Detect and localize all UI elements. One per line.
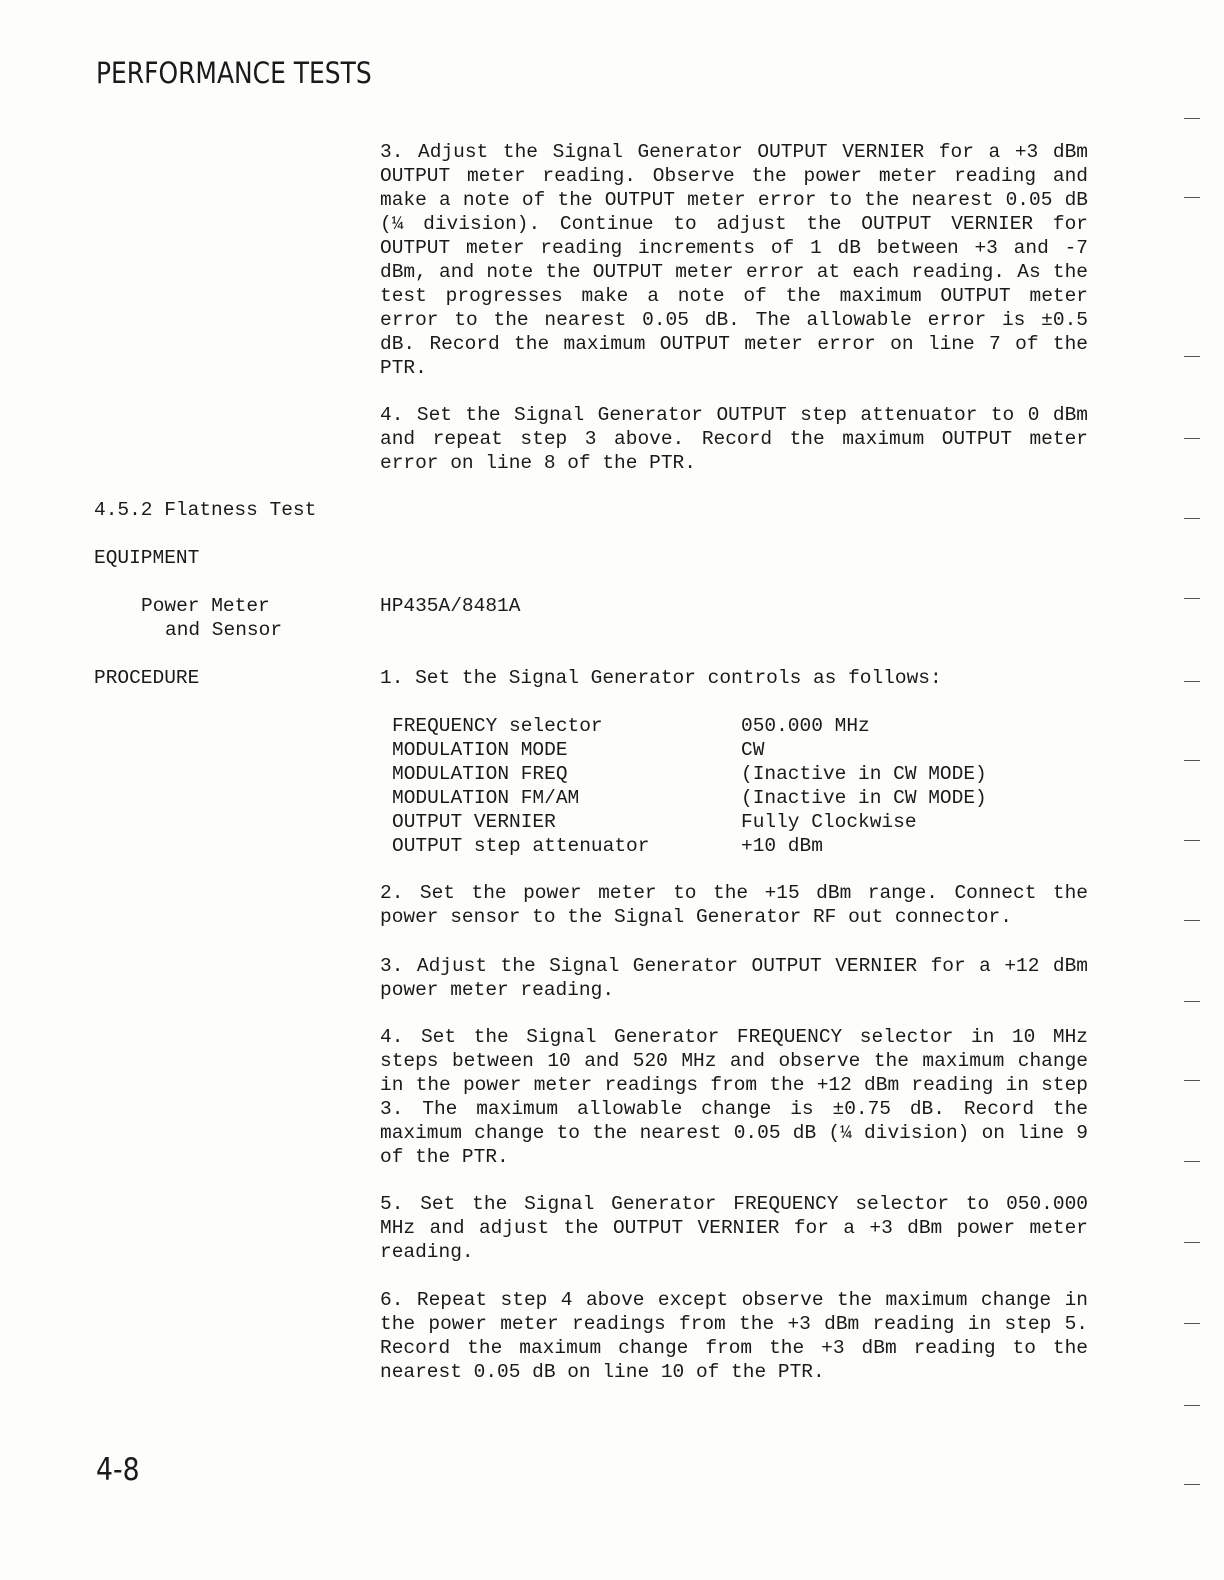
page-header: PERFORMANCE TESTS [96, 56, 372, 90]
top-step-4: 4. Set the Signal Generator OUTPUT step attenuator to 0 dBm and repeat step 3 above. Record the maximum OUTPUT meter error on line 8 of the PTR. [380, 404, 1088, 474]
setting-control: MODULATION FM/AM [392, 787, 580, 809]
margin-mark [1184, 1405, 1200, 1406]
equipment-item-line2: and Sensor [165, 619, 283, 641]
margin-mark [1184, 356, 1200, 357]
setting-value: (Inactive in CW MODE) [741, 787, 987, 809]
margin-mark [1184, 1001, 1200, 1002]
top-step-3: 3. Adjust the Signal Generator OUTPUT VERNIER for a +3 dBm OUTPUT meter reading. Observe the power meter reading and make a note of the OUTPUT meter error to the nearest 0.05 dB (¼ division). Continue to adjust the OUTPUT VERNIER for OUTPUT meter reading increments of 1 dB between +3 and -7 dBm, and note the OUTPUT meter error at each reading. As the test progresses make a note of the maximum OUTPUT meter error to the nearest 0.05 dB. The allowable error is ±0.5 dB. Record the maximum OUTPUT meter error on line 7 of the PTR. [380, 141, 1088, 379]
procedure-step-2: 2. Set the power meter to the +15 dBm range. Connect the power sensor to the Signal Generator RF out connector. [380, 882, 1088, 928]
setting-value: Fully Clockwise [741, 811, 917, 833]
margin-mark [1184, 118, 1200, 119]
margin-mark [1184, 1323, 1200, 1324]
margin-mark [1184, 840, 1200, 841]
equipment-item-line1: Power Meter [141, 595, 270, 617]
section-heading: 4.5.2 Flatness Test [94, 499, 317, 521]
procedure-step-4: 4. Set the Signal Generator FREQUENCY selector in 10 MHz steps between 10 and 520 MHz and observe the maximum change in the power meter readings from the +12 dBm reading in step 3. The maximum allowable change is ±0.75 dB. Record the maximum change to the nearest 0.05 dB (¼ division) on line 9 of the PTR. [380, 1026, 1088, 1168]
margin-mark [1184, 197, 1200, 198]
setting-control: MODULATION FREQ [392, 763, 568, 785]
margin-mark [1184, 920, 1200, 921]
setting-value: CW [741, 739, 765, 761]
procedure-step-3: 3. Adjust the Signal Generator OUTPUT VERNIER for a +12 dBm power meter reading. [380, 955, 1088, 1001]
margin-mark [1184, 760, 1200, 761]
procedure-step-6: 6. Repeat step 4 above except observe the maximum change in the power meter readings from the +3 dBm reading in step 5. Record the maximum change from the +3 dBm reading to the nearest 0.05 dB on line 10 of the PTR. [380, 1289, 1088, 1383]
procedure-label: PROCEDURE [94, 667, 200, 689]
margin-mark [1184, 598, 1200, 599]
page-number: 4-8 [96, 1452, 140, 1488]
setting-control: MODULATION MODE [392, 739, 568, 761]
setting-control: FREQUENCY selector [392, 715, 603, 737]
setting-control: OUTPUT step attenuator [392, 835, 650, 857]
margin-mark [1184, 1161, 1200, 1162]
margin-mark [1184, 438, 1200, 439]
margin-marks [1176, 0, 1200, 1580]
margin-mark [1184, 1484, 1200, 1485]
margin-mark [1184, 681, 1200, 682]
equipment-label: EQUIPMENT [94, 547, 200, 569]
setting-value: (Inactive in CW MODE) [741, 763, 987, 785]
margin-mark [1184, 1080, 1200, 1081]
setting-value: +10 dBm [741, 835, 823, 857]
setting-control: OUTPUT VERNIER [392, 811, 556, 833]
procedure-step-5: 5. Set the Signal Generator FREQUENCY selector to 050.000 MHz and adjust the OUTPUT VERNIER for a +3 dBm power meter reading. [380, 1193, 1088, 1263]
equipment-model: HP435A/8481A [380, 595, 521, 617]
procedure-step-1: 1. Set the Signal Generator controls as follows: [380, 667, 942, 689]
margin-mark [1184, 1242, 1200, 1243]
margin-mark [1184, 518, 1200, 519]
setting-value: 050.000 MHz [741, 715, 870, 737]
